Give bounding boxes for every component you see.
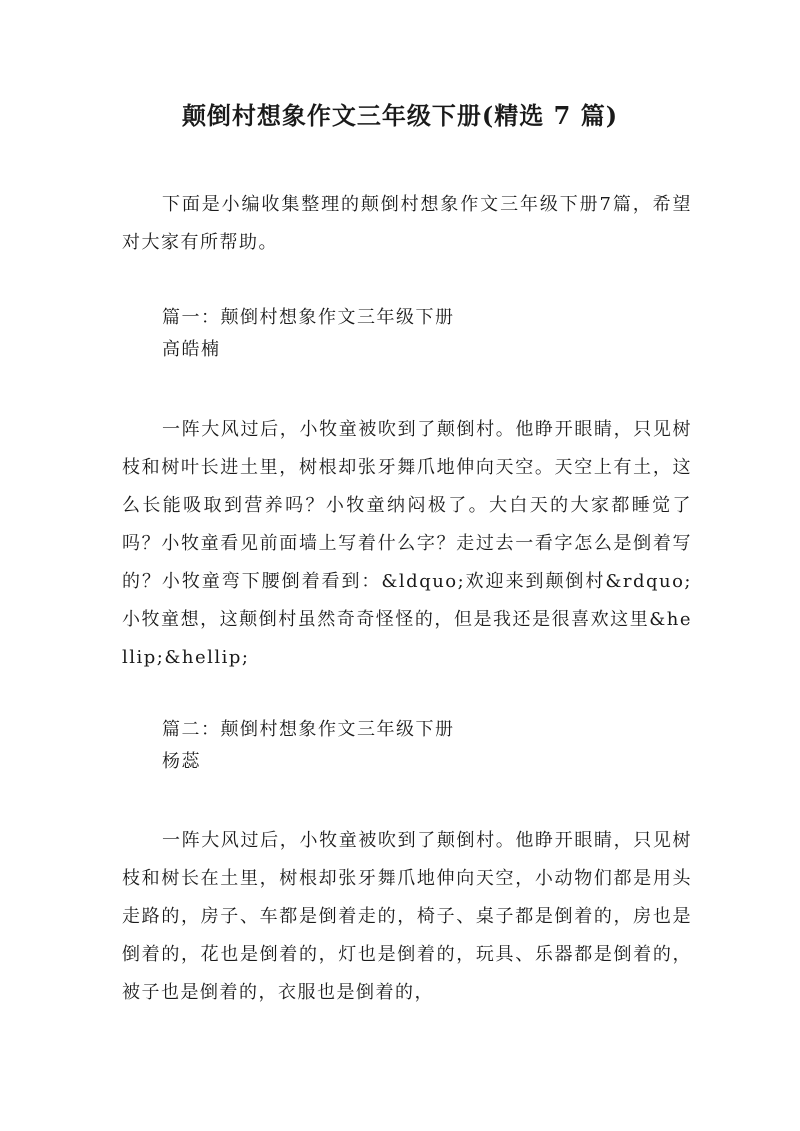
article-1-heading: 篇一：颠倒村想象作文三年级下册 [162, 307, 455, 328]
article-2-body: 一阵大风过后，小牧童被吹到了颠倒村。他睁开眼睛，只见树枝和树长在土里，树根却张牙舞爪地伸向天空，小动物们都是用头走路的，房子、车都是倒着走的，椅子、桌子都是倒着的，房也是倒着的，花也是倒着的，灯也是倒着的，玩具、乐器都是倒着的，被子也是倒着的，衣服也是倒着的， [122, 830, 692, 1003]
article-2-header [162, 714, 682, 778]
article-2-heading: 篇二：颠倒村想象作文三年级下册 [162, 719, 455, 740]
article-1-author: 高皓楠 [162, 339, 221, 360]
intro-paragraph: 下面是小编收集整理的颠倒村想象作文三年级下册7篇，希望对大家有所帮助。 [122, 194, 692, 253]
article-1-body: 一阵大风过后，小牧童被吹到了颠倒村。他睁开眼睛，只见树枝和树叶长进土里，树根却张牙舞爪地伸向天空。天空上有土，这么长能吸取到营养吗？小牧童纳闷极了。大白天的大家都睡觉了吗？小牧童看见前面墙上写着什么字？走过去一看字怎么是倒着写的？小牧童弯下腰倒着看到：&ldquo;欢迎来到颠倒村&rdquo;小牧童想，这颠倒村虽然奇奇怪怪的，但是我还是很喜欢这里&hellip;&hellip; [122, 419, 692, 668]
article-1-header [162, 302, 682, 366]
document-title: 颠倒村想象作文三年级下册(精选 7 篇) [181, 101, 619, 130]
article-2-author: 杨蕊 [162, 751, 201, 772]
